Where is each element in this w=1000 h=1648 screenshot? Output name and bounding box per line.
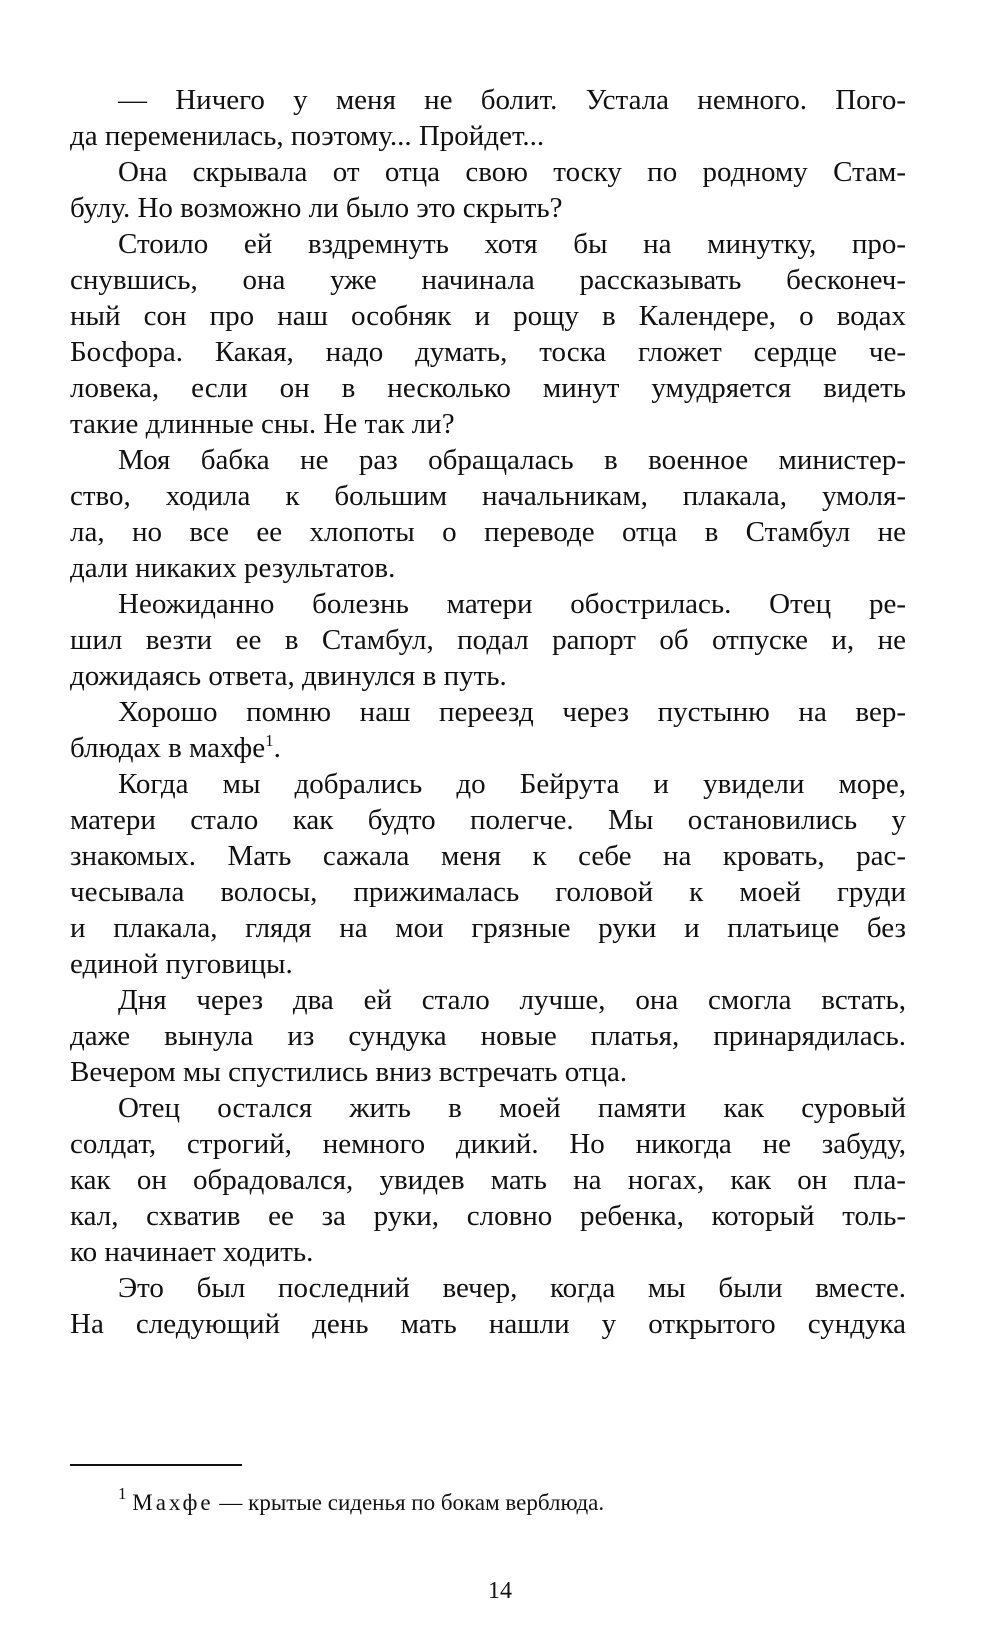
text-line: даже вынула из сундука новые платья, принарядилась. — [70, 1020, 906, 1052]
text-fragment: блюдах в махфе — [70, 732, 266, 764]
text-line: Босфора. Какая, надо думать, тоска гложет сердце че- — [70, 336, 906, 368]
text-line: снувшись, она уже начинала рассказывать бесконеч- — [70, 264, 906, 296]
text-line: да переменилась, поэтому... Пройдет... — [70, 120, 545, 152]
text-line: чесывала волосы, прижималась головой к моей груди — [70, 876, 906, 908]
text-line: и плакала, глядя на мои грязные руки и платьице без — [70, 912, 906, 944]
text-line: ла, но все ее хлопоты о переводе отца в Стамбул не — [70, 516, 906, 548]
text-line: — Ничего у меня не болит. Устала немного. Пого- — [118, 84, 906, 116]
text-line: На следующий день мать нашли у открытого сундука — [70, 1308, 906, 1340]
paragraph-5 — [70, 586, 906, 694]
text-line: Неожиданно болезнь матери обострилась. Отец ре- — [118, 588, 906, 620]
text-fragment: . — [273, 732, 281, 764]
text-line: ный сон про наш особняк и рощу в Календере, о водах — [70, 300, 906, 332]
paragraph-8 — [70, 982, 906, 1090]
text-line: Хорошо помню наш переезд через пустыню на вер- — [118, 696, 906, 728]
paragraph-4 — [70, 442, 906, 586]
text-line: Дня через два ей стало лучше, она смогла встать, — [118, 984, 906, 1016]
text-line: Стоило ей вздремнуть хотя бы на минутку, про- — [118, 228, 906, 260]
text-line-with-footnote — [70, 730, 906, 766]
text-line: солдат, строгий, немного дикий. Но никогда не забуду, — [70, 1128, 906, 1160]
footnote — [118, 1484, 898, 1518]
text-line: единой пуговицы. — [70, 948, 293, 980]
footnote-number: 1 — [118, 1484, 127, 1503]
text-line: Это был последний вечер, когда мы были вместе. — [118, 1272, 906, 1304]
text-line: Моя бабка не раз обращалась в военное министер- — [118, 444, 906, 476]
page-body — [70, 82, 906, 1342]
footnote-marker: 1 — [265, 731, 274, 750]
text-line: ко начинает ходить. — [70, 1236, 314, 1268]
text-line: знакомых. Мать сажала меня к себе на кровать, рас- — [70, 840, 906, 872]
paragraph-6 — [70, 694, 906, 766]
text-line: такие длинные сны. Не так ли? — [70, 408, 455, 440]
text-line: Она скрывала от отца свою тоску по родному Стам- — [118, 156, 906, 188]
text-line: Отец остался жить в моей памяти как суровый — [118, 1092, 906, 1124]
paragraph-3 — [70, 226, 906, 442]
page-number: 14 — [488, 1578, 512, 1604]
text-line: матери стало как будто полегче. Мы остановились у — [70, 804, 906, 836]
text-line: как он обрадовался, увидев мать на ногах, как он пла- — [70, 1164, 906, 1196]
footnote-divider — [70, 1464, 242, 1466]
text-line: ловека, если он в несколько минут умудряется видеть — [70, 372, 906, 404]
text-line: Когда мы добрались до Бейрута и увидели море, — [118, 768, 906, 800]
text-line: дожидаясь ответа, двинулся в путь. — [70, 660, 507, 692]
text-line: ство, ходила к большим начальникам, плакала, умоля- — [70, 480, 906, 512]
paragraph-10 — [70, 1270, 906, 1342]
paragraph-9 — [70, 1090, 906, 1270]
text-line: булу. Но возможно ли было это скрыть? — [70, 192, 563, 224]
text-line: Вечером мы спустились вниз встречать отца. — [70, 1056, 628, 1088]
footnote-term: Махфе — [132, 1490, 214, 1515]
text-line: шил везти ее в Стамбул, подал рапорт об отпуске и, не — [70, 624, 906, 656]
paragraph-7 — [70, 766, 906, 982]
paragraph-1 — [70, 82, 906, 154]
paragraph-2 — [70, 154, 906, 226]
text-line: дали никаких результатов. — [70, 552, 396, 584]
text-line: кал, схватив ее за руки, словно ребенка, который толь- — [70, 1200, 906, 1232]
footnote-text: — крытые сиденья по бокам верблюда. — [213, 1490, 605, 1515]
